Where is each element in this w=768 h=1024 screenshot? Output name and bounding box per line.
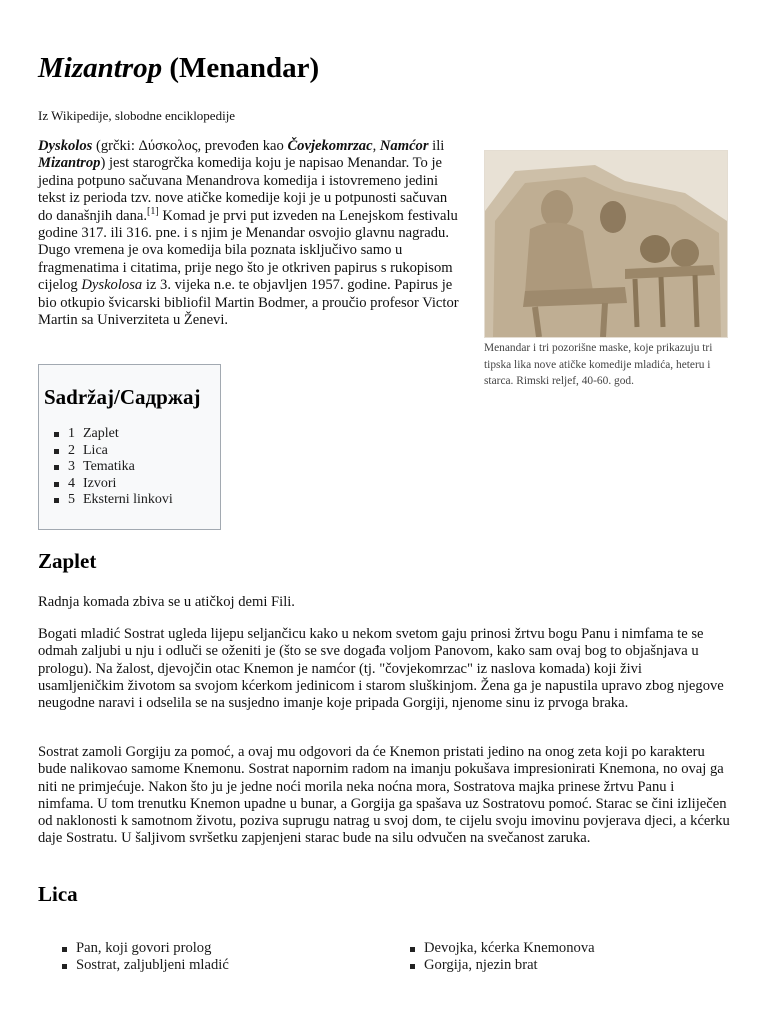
toc-label: Zaplet — [83, 426, 119, 441]
toc-number: 2 — [68, 442, 75, 458]
list-item: Gorgija, njezin brat — [386, 957, 595, 974]
term-covjekomrzac: Čovjekomrzac — [287, 138, 373, 154]
toc-item-tematika[interactable] — [68, 459, 220, 476]
lica-list-right — [386, 940, 595, 974]
toc-number: 5 — [68, 492, 75, 508]
toc-item-izvori[interactable] — [68, 476, 220, 493]
term-dyskolosa: Dyskolosa — [81, 277, 143, 294]
page-title-italic: Mizantrop — [38, 52, 163, 84]
toc-label: Lica — [83, 442, 108, 458]
intro-text: ) jest starogrčka komedija koju je napisao Menandar. To je jedina potpuno sačuvana Menandrova komedija i istovremeno jedini tekst iz perioda tzv. nove atičke komedije koji je u potpunosti sačuvan do današnjih dana. — [38, 155, 448, 224]
reference-link[interactable]: [1] — [147, 205, 159, 217]
toc-title: Sadržaj/Садржај — [44, 385, 201, 409]
page-title — [38, 52, 319, 85]
zaplet-paragraph-1: Radnja komada zbiva se u atičkoj demi Fili. — [38, 594, 295, 610]
relief-image[interactable] — [484, 150, 728, 338]
intro-text: , — [372, 138, 380, 154]
toc-list — [44, 426, 220, 509]
section-heading-zaplet: Zaplet — [38, 549, 97, 573]
page-title-rest: (Menandar) — [162, 52, 320, 84]
term-namcor: Namćor — [379, 138, 429, 154]
list-item: Sostrat, zaljubljeni mladić — [38, 957, 229, 974]
intro-text: (grčki: Δύσκολος, prevođen kao — [92, 138, 288, 154]
toc-label: Izvori — [83, 475, 117, 491]
toc-item-zaplet[interactable] — [68, 426, 220, 443]
intro-text: ili — [428, 138, 445, 154]
term-dyskolos: Dyskolos — [38, 138, 93, 154]
thumbnail — [484, 150, 728, 390]
table-of-contents — [38, 364, 221, 530]
section-heading-lica: Lica — [38, 882, 78, 906]
zaplet-paragraph-2: Bogati mladić Sostrat ugleda lijepu seljančicu kako u nekom svetom gaju prinosi žrtvu bogu Panu i nimfama te se odmah zaljubi u nju i odluči se oženiti je (što se sve događa voljom Panovom, kako sam ovaj bog to objašnjava u prologu). Na žalost, djevojčin otac Knemon je namćor (tj. "čovjekomrzac" iz naslova komada) koji živi usamljeničkim životom sa svojom kćerkom jedinicom i starom sluškinjom. Žena ga je napustila upravo zbog njegove neugodne naravi i odselila se na susjedno imanje koje pripada Gorgiji, njenome sinu iz prvoga braka. — [38, 626, 724, 712]
intro-paragraph — [38, 138, 463, 329]
term-mizantrop: Mizantrop — [38, 155, 101, 172]
site-subtitle: Iz Wikipedije, slobodne enciklopedije — [38, 108, 236, 123]
zaplet-paragraph-3: Sostrat zamoli Gorgiju za pomoć, a ovaj mu odgovori da će Knemon pristati jedino na onog zeta koji po karakteru bude nalikovao samome Knemonu. Sostrat napornim radom na imanju pokušava impresionirati Knemona, no ovaj ga niti ne primjećuje. Nakon što ju je jedne noći morila neka noćna mora, Sostratova majka prinese žrtvu Panu i nimfama. U tom trenutku Knemon upadne u bunar, a Gorgija ga spašava uz Sostratovu pomoć. Starac se čini izliječen od naklonosti k samotnom životu, poziva suprugu natrag u svoj dom, te cijelu svoju imovinu povjerava djeci, a kćerku daje Sostratu. U šaljivom svršetku zapjenjeni starac bude na silu odvučen na svečanost zaruka. — [38, 744, 730, 847]
toc-number: 1 — [68, 426, 75, 441]
toc-label: Eksterni linkovi — [83, 492, 173, 508]
list-item: Devojka, kćerka Knemonova — [386, 940, 595, 957]
toc-number: 3 — [68, 459, 75, 475]
list-item: Pan, koji govori prolog — [38, 940, 229, 957]
toc-item-lica[interactable] — [68, 443, 220, 460]
intro-text: Komad je prvi put izveden na Lenejskom festivalu godine 317. ili 316. pne. i s njim je Menandar osvojio glavnu nagradu. Dugo vremena je ova komedija bila poznata isključivo samo u fragmenatima i citatima, prije nego što je otkriven papirus s rukopisom cijelog — [38, 207, 458, 294]
toc-item-eksterni-linkovi[interactable] — [68, 492, 220, 509]
lica-list-left — [38, 940, 229, 974]
toc-label: Tematika — [83, 459, 135, 475]
intro-text: iz 3. vijeka n.e. te objavljen 1957. godine. Papirus je bio otkupio švicarski bibliofil Martin Bodmer, a proučio profesor Victor Martin sa Univerziteta u Ženevi. — [38, 277, 459, 329]
toc-number: 4 — [68, 475, 75, 491]
thumbnail-caption: Menandar i tri pozorišne maske, koje prikazuju tri tipska lika nove atičke komedije mladića, heteru i starca. Rimski reljef, 40-60. god. — [484, 342, 713, 388]
